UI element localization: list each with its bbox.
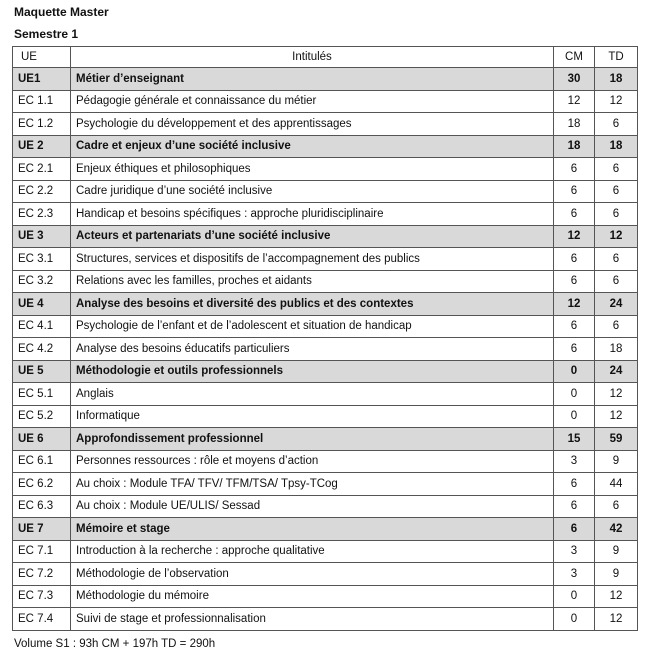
cell-cm: 3 bbox=[554, 563, 595, 586]
cell-td: 18 bbox=[595, 135, 638, 158]
cell-cm: 0 bbox=[554, 360, 595, 383]
cell-td: 6 bbox=[595, 495, 638, 518]
ec-row bbox=[13, 405, 638, 428]
cell-title: Enjeux éthiques et philosophiques bbox=[71, 158, 554, 181]
cell-title: Anglais bbox=[71, 383, 554, 406]
cell-code: EC 7.2 bbox=[13, 563, 71, 586]
header-title: Intitulés bbox=[71, 47, 554, 68]
cell-code: EC 7.3 bbox=[13, 585, 71, 608]
cell-cm: 0 bbox=[554, 383, 595, 406]
cell-code: EC 2.1 bbox=[13, 158, 71, 181]
cell-cm: 30 bbox=[554, 68, 595, 91]
cell-cm: 15 bbox=[554, 428, 595, 451]
cell-code: EC 7.1 bbox=[13, 540, 71, 563]
cell-td: 6 bbox=[595, 180, 638, 203]
ec-row bbox=[13, 608, 638, 631]
cell-title: Acteurs et partenariats d’une société inclusive bbox=[71, 225, 554, 248]
cell-td: 12 bbox=[595, 90, 638, 113]
cell-title: Structures, services et dispositifs de l’accompagnement des publics bbox=[71, 248, 554, 271]
cell-td: 18 bbox=[595, 338, 638, 361]
table-body bbox=[13, 68, 638, 631]
cell-title: Pédagogie générale et connaissance du métier bbox=[71, 90, 554, 113]
cell-title: Méthodologie de l’observation bbox=[71, 563, 554, 586]
cell-cm: 6 bbox=[554, 518, 595, 541]
curriculum-table bbox=[12, 46, 638, 631]
cell-title: Au choix : Module UE/ULIS/ Sessad bbox=[71, 495, 554, 518]
cell-code: UE 5 bbox=[13, 360, 71, 383]
cell-title: Introduction à la recherche : approche qualitative bbox=[71, 540, 554, 563]
cell-code: EC 6.1 bbox=[13, 450, 71, 473]
cell-cm: 12 bbox=[554, 90, 595, 113]
ec-row bbox=[13, 158, 638, 181]
cell-title: Informatique bbox=[71, 405, 554, 428]
cell-td: 12 bbox=[595, 585, 638, 608]
cell-cm: 18 bbox=[554, 113, 595, 136]
cell-code: EC 4.1 bbox=[13, 315, 71, 338]
ec-row bbox=[13, 315, 638, 338]
ec-row bbox=[13, 473, 638, 496]
cell-td: 12 bbox=[595, 405, 638, 428]
cell-cm: 0 bbox=[554, 405, 595, 428]
cell-cm: 3 bbox=[554, 540, 595, 563]
ue-row bbox=[13, 518, 638, 541]
cell-title: Relations avec les familles, proches et aidants bbox=[71, 270, 554, 293]
cell-title: Mémoire et stage bbox=[71, 518, 554, 541]
ue-row bbox=[13, 135, 638, 158]
cell-td: 6 bbox=[595, 113, 638, 136]
cell-title: Cadre et enjeux d’une société inclusive bbox=[71, 135, 554, 158]
ue-row bbox=[13, 360, 638, 383]
cell-td: 9 bbox=[595, 540, 638, 563]
cell-cm: 18 bbox=[554, 135, 595, 158]
cell-td: 24 bbox=[595, 360, 638, 383]
ec-row bbox=[13, 383, 638, 406]
cell-code: UE 4 bbox=[13, 293, 71, 316]
cell-td: 9 bbox=[595, 563, 638, 586]
cell-title: Psychologie de l’enfant et de l’adolescent et situation de handicap bbox=[71, 315, 554, 338]
cell-code: EC 6.2 bbox=[13, 473, 71, 496]
cell-cm: 6 bbox=[554, 180, 595, 203]
cell-code: EC 5.1 bbox=[13, 383, 71, 406]
ec-row bbox=[13, 270, 638, 293]
cell-cm: 0 bbox=[554, 585, 595, 608]
header-cm: CM bbox=[554, 47, 595, 68]
cell-td: 24 bbox=[595, 293, 638, 316]
cell-td: 6 bbox=[595, 248, 638, 271]
cell-td: 12 bbox=[595, 225, 638, 248]
cell-title: Personnes ressources : rôle et moyens d’action bbox=[71, 450, 554, 473]
cell-title: Cadre juridique d’une société inclusive bbox=[71, 180, 554, 203]
ue-row bbox=[13, 428, 638, 451]
ec-row bbox=[13, 338, 638, 361]
cell-code: EC 5.2 bbox=[13, 405, 71, 428]
cell-cm: 6 bbox=[554, 338, 595, 361]
cell-cm: 12 bbox=[554, 293, 595, 316]
volume-summary: Volume S1 : 93h CM + 197h TD = 290h bbox=[14, 638, 216, 650]
cell-cm: 6 bbox=[554, 158, 595, 181]
cell-cm: 3 bbox=[554, 450, 595, 473]
ue-row bbox=[13, 293, 638, 316]
cell-title: Méthodologie du mémoire bbox=[71, 585, 554, 608]
cell-cm: 6 bbox=[554, 315, 595, 338]
cell-cm: 6 bbox=[554, 248, 595, 271]
header-ue: UE bbox=[13, 47, 71, 68]
cell-td: 6 bbox=[595, 315, 638, 338]
cell-td: 44 bbox=[595, 473, 638, 496]
cell-title: Métier d’enseignant bbox=[71, 68, 554, 91]
cell-cm: 12 bbox=[554, 225, 595, 248]
cell-td: 42 bbox=[595, 518, 638, 541]
table-header-row bbox=[13, 47, 638, 68]
cell-cm: 6 bbox=[554, 203, 595, 226]
cell-code: EC 6.3 bbox=[13, 495, 71, 518]
cell-code: EC 2.2 bbox=[13, 180, 71, 203]
cell-code: UE 6 bbox=[13, 428, 71, 451]
ec-row bbox=[13, 203, 638, 226]
cell-cm: 0 bbox=[554, 608, 595, 631]
ec-row bbox=[13, 540, 638, 563]
cell-code: UE 7 bbox=[13, 518, 71, 541]
cell-td: 9 bbox=[595, 450, 638, 473]
ec-row bbox=[13, 450, 638, 473]
ec-row bbox=[13, 113, 638, 136]
cell-code: EC 1.1 bbox=[13, 90, 71, 113]
ec-row bbox=[13, 563, 638, 586]
cell-code: EC 3.1 bbox=[13, 248, 71, 271]
cell-title: Suivi de stage et professionnalisation bbox=[71, 608, 554, 631]
ec-row bbox=[13, 585, 638, 608]
semester-title: Semestre 1 bbox=[14, 27, 79, 41]
cell-title: Approfondissement professionnel bbox=[71, 428, 554, 451]
cell-td: 59 bbox=[595, 428, 638, 451]
cell-td: 6 bbox=[595, 203, 638, 226]
cell-td: 18 bbox=[595, 68, 638, 91]
cell-td: 6 bbox=[595, 270, 638, 293]
cell-cm: 6 bbox=[554, 473, 595, 496]
cell-code: EC 4.2 bbox=[13, 338, 71, 361]
cell-code: EC 2.3 bbox=[13, 203, 71, 226]
cell-td: 6 bbox=[595, 158, 638, 181]
cell-td: 12 bbox=[595, 608, 638, 631]
ec-row bbox=[13, 180, 638, 203]
document-title: Maquette Master bbox=[14, 5, 109, 19]
cell-title: Psychologie du développement et des apprentissages bbox=[71, 113, 554, 136]
cell-code: UE 2 bbox=[13, 135, 71, 158]
cell-title: Méthodologie et outils professionnels bbox=[71, 360, 554, 383]
cell-code: UE1 bbox=[13, 68, 71, 91]
cell-code: EC 7.4 bbox=[13, 608, 71, 631]
ec-row bbox=[13, 495, 638, 518]
header-td: TD bbox=[595, 47, 638, 68]
cell-code: EC 3.2 bbox=[13, 270, 71, 293]
cell-title: Au choix : Module TFA/ TFV/ TFM/TSA/ Tpsy-TCog bbox=[71, 473, 554, 496]
cell-code: UE 3 bbox=[13, 225, 71, 248]
ec-row bbox=[13, 90, 638, 113]
ue-row bbox=[13, 68, 638, 91]
cell-cm: 6 bbox=[554, 495, 595, 518]
cell-cm: 6 bbox=[554, 270, 595, 293]
cell-code: EC 1.2 bbox=[13, 113, 71, 136]
cell-title: Analyse des besoins éducatifs particuliers bbox=[71, 338, 554, 361]
cell-td: 12 bbox=[595, 383, 638, 406]
cell-title: Analyse des besoins et diversité des publics et des contextes bbox=[71, 293, 554, 316]
ue-row bbox=[13, 225, 638, 248]
cell-title: Handicap et besoins spécifiques : approche pluridisciplinaire bbox=[71, 203, 554, 226]
ec-row bbox=[13, 248, 638, 271]
